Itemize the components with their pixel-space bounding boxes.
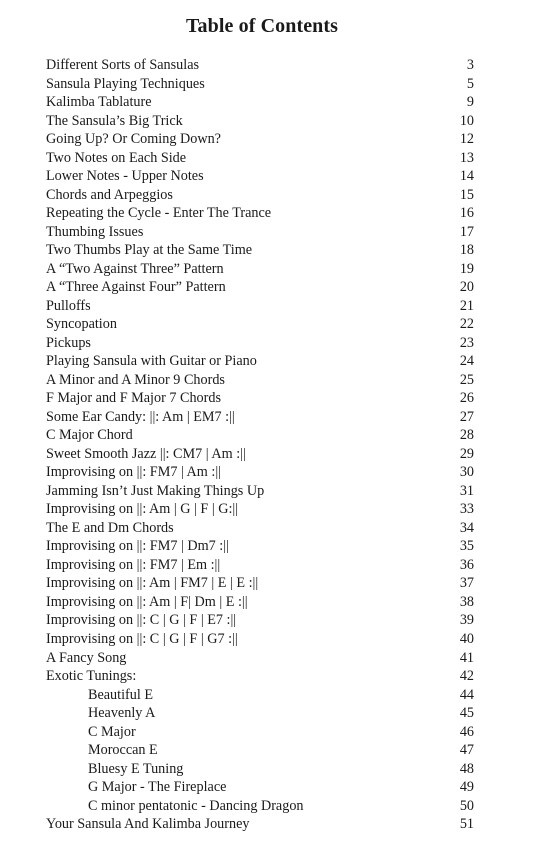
toc-entry — [46, 75, 474, 94]
toc-subentry — [46, 741, 474, 760]
toc-entry — [46, 574, 474, 593]
toc-entry-title: Jamming Isn’t Just Making Things Up — [46, 482, 265, 499]
toc-entry-title: Playing Sansula with Guitar or Piano — [46, 353, 257, 370]
toc-entry-page-number: 22 — [459, 316, 474, 333]
toc-entry — [46, 352, 474, 371]
toc-entry — [46, 519, 474, 538]
toc-entry-page-number: 37 — [459, 575, 474, 592]
toc-entry-title: A Fancy Song — [46, 649, 127, 666]
toc-entry — [46, 204, 474, 223]
toc-entry-page-number: 12 — [459, 131, 474, 148]
toc-entry-title: A “Two Against Three” Pattern — [46, 260, 224, 277]
toc-entry — [46, 667, 474, 686]
toc-entry-page-number: 21 — [459, 297, 474, 314]
toc-entry-title: Pickups — [46, 334, 91, 351]
toc-entry-title: Chords and Arpeggios — [46, 186, 173, 203]
toc-entry-title: Lower Notes - Upper Notes — [46, 168, 204, 185]
toc-entry — [46, 278, 474, 297]
toc-entry-title: Sweet Smooth Jazz ||: CM7 | Am :|| — [46, 445, 246, 462]
toc-entry-page-number: 39 — [459, 612, 474, 629]
toc-entry-page-number: 40 — [459, 630, 474, 647]
toc-subentry — [46, 760, 474, 779]
toc-entry-title: Moroccan E — [88, 742, 158, 759]
toc-entry-title: Your Sansula And Kalimba Journey — [46, 816, 250, 833]
toc-entry-page-number: 33 — [459, 501, 474, 518]
toc-entry-page-number: 10 — [459, 112, 474, 129]
toc-entry-page-number: 46 — [459, 723, 474, 740]
toc-entry — [46, 334, 474, 353]
toc-entry-title: C Major Chord — [46, 427, 133, 444]
toc-entry-page-number: 41 — [459, 649, 474, 666]
toc-entry-title: C minor pentatonic - Dancing Dragon — [88, 797, 304, 814]
toc-subentry — [46, 686, 474, 705]
toc-entry — [46, 463, 474, 482]
toc-entry-page-number: 38 — [459, 593, 474, 610]
toc-subentry — [46, 723, 474, 742]
toc-entry-title: Two Thumbs Play at the Same Time — [46, 242, 253, 259]
toc-entry — [46, 630, 474, 649]
toc-entry-title: Beautiful E — [88, 686, 154, 703]
toc-entry — [46, 186, 474, 205]
toc-entry-page-number: 14 — [459, 168, 474, 185]
toc-entry-page-number: 27 — [459, 408, 474, 425]
toc-entry-page-number: 30 — [459, 464, 474, 481]
toc-entry-title: Improvising on ||: FM7 | Dm7 :|| — [46, 538, 229, 555]
toc-entry — [46, 371, 474, 390]
toc-entry-title: Two Notes on Each Side — [46, 149, 187, 166]
toc-entry-page-number: 20 — [459, 279, 474, 296]
toc-entry-page-number: 26 — [459, 390, 474, 407]
toc-entry-title: Improvising on ||: Am | G | F | G:|| — [46, 501, 239, 518]
toc-entry-page-number: 16 — [459, 205, 474, 222]
toc-entry-title: Improvising on ||: FM7 | Em :|| — [46, 556, 221, 573]
toc-entry-title: Improvising on ||: C | G | F | E7 :|| — [46, 612, 237, 629]
toc-entry-title: Kalimba Tablature — [46, 94, 152, 111]
toc-subentry — [46, 778, 474, 797]
toc-entry — [46, 537, 474, 556]
toc-entry-page-number: 3 — [466, 57, 474, 73]
toc-entry-title: Bluesy E Tuning — [88, 760, 184, 777]
toc-entry-page-number: 47 — [459, 742, 474, 759]
page-title: Table of Contents — [185, 15, 339, 37]
toc-entry-title: Exotic Tunings: — [46, 668, 137, 685]
toc-entry-title: F Major and F Major 7 Chords — [46, 390, 221, 407]
toc-entry-page-number: 28 — [459, 427, 474, 444]
toc-entry-page-number: 42 — [459, 668, 474, 685]
toc-entry-title: Different Sorts of Sansulas — [46, 57, 200, 73]
toc-entry — [46, 500, 474, 519]
toc-entry-page-number: 15 — [459, 186, 474, 203]
toc-entry-page-number: 5 — [466, 75, 474, 92]
toc-entry — [46, 445, 474, 464]
toc-entry — [46, 649, 474, 668]
toc-entry-page-number: 44 — [459, 686, 474, 703]
toc-entry — [46, 389, 474, 408]
toc-entry-title: C Major — [88, 723, 136, 740]
toc-entry-page-number: 13 — [459, 149, 474, 166]
toc-entry — [46, 223, 474, 242]
toc-entry-title: Thumbing Issues — [46, 223, 144, 240]
toc-entry-page-number: 50 — [459, 797, 474, 814]
toc-entry-page-number: 36 — [459, 556, 474, 573]
toc-entry-page-number: 48 — [459, 760, 474, 777]
toc-entry — [46, 556, 474, 575]
toc-entry-page-number: 17 — [459, 223, 474, 240]
toc-entry-page-number: 35 — [459, 538, 474, 555]
toc-entry-title: A Minor and A Minor 9 Chords — [46, 371, 225, 388]
toc-subentry — [46, 797, 474, 816]
toc-entry — [46, 815, 474, 834]
toc-entry — [46, 593, 474, 612]
toc-entry-page-number: 9 — [466, 94, 474, 111]
toc-entry — [46, 112, 474, 131]
toc-entry-page-number: 18 — [459, 242, 474, 259]
toc-entry-page-number: 34 — [459, 519, 474, 536]
toc-entry-page-number: 51 — [459, 816, 474, 833]
toc-entry — [46, 260, 474, 279]
toc-entry — [46, 297, 474, 316]
toc-entry-page-number: 23 — [459, 334, 474, 351]
toc-entry — [46, 315, 474, 334]
toc-entry-title: Improvising on ||: C | G | F | G7 :|| — [46, 630, 238, 647]
toc-entry — [46, 426, 474, 445]
toc-entry-title: G Major - The Fireplace — [88, 779, 227, 796]
toc-entry — [46, 241, 474, 260]
table-of-contents — [46, 56, 474, 834]
toc-entry — [46, 93, 474, 112]
toc-entry-title: Improvising on ||: FM7 | Am :|| — [46, 464, 222, 481]
toc-entry-title: Improvising on ||: Am | F| Dm | E :|| — [46, 593, 248, 610]
toc-entry — [46, 167, 474, 186]
toc-entry-page-number: 31 — [459, 482, 474, 499]
toc-entry — [46, 149, 474, 168]
toc-entry — [46, 408, 474, 427]
toc-entry-title: Some Ear Candy: ||: Am | EM7 :|| — [46, 408, 235, 425]
toc-entry-page-number: 45 — [459, 705, 474, 722]
toc-entry-title: Sansula Playing Techniques — [46, 75, 205, 92]
toc-entry — [46, 56, 474, 75]
toc-entry-title: The Sansula’s Big Trick — [46, 112, 183, 129]
toc-entry — [46, 482, 474, 501]
toc-entry-title: Going Up? Or Coming Down? — [46, 131, 221, 148]
toc-entry-title: The E and Dm Chords — [46, 519, 174, 536]
toc-entry-title: Repeating the Cycle - Enter The Trance — [46, 205, 272, 222]
toc-entry-page-number: 29 — [459, 445, 474, 462]
toc-entry — [46, 611, 474, 630]
toc-entry-title: Syncopation — [46, 316, 117, 333]
toc-entry-title: Pulloffs — [46, 297, 91, 314]
toc-entry-page-number: 24 — [459, 353, 474, 370]
toc-entry-title: Improvising on ||: Am | FM7 | E | E :|| — [46, 575, 259, 592]
toc-subentry — [46, 704, 474, 723]
toc-entry-title: Heavenly A — [88, 705, 156, 722]
toc-entry-page-number: 25 — [459, 371, 474, 388]
toc-entry — [46, 130, 474, 149]
toc-entry-page-number: 19 — [459, 260, 474, 277]
toc-entry-title: A “Three Against Four” Pattern — [46, 279, 226, 296]
toc-entry-page-number: 49 — [459, 779, 474, 796]
